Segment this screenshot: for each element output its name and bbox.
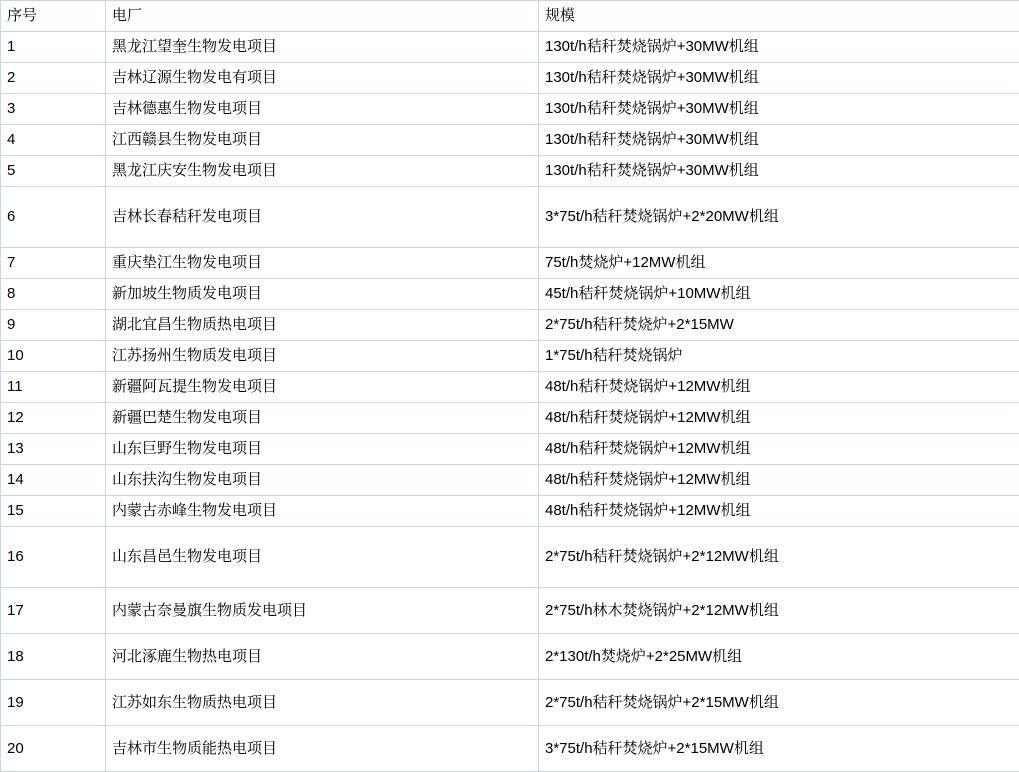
cell-spec[interactable] xyxy=(539,125,1019,156)
cell-spec[interactable] xyxy=(539,434,1019,465)
cell-spec-text: 130t/h秸秆焚烧锅炉+30MW机组 xyxy=(545,69,1019,87)
cell-spec-text: 130t/h秸秆焚烧锅炉+30MW机组 xyxy=(545,38,1019,56)
table-header-row xyxy=(1,1,1019,32)
cell-no-text: 13 xyxy=(7,440,99,458)
column-header-no xyxy=(1,1,106,32)
cell-spec-text: 48t/h秸秆焚烧锅炉+12MW机组 xyxy=(545,502,1019,520)
cell-plant-text: 江苏扬州生物质发电项目 xyxy=(112,347,532,365)
cell-spec-text: 130t/h秸秆焚烧锅炉+30MW机组 xyxy=(545,100,1019,118)
cell-spec[interactable] xyxy=(539,588,1019,634)
table-row[interactable] xyxy=(1,187,1019,248)
cell-spec-text: 2*130t/h焚烧炉+2*25MW机组 xyxy=(545,648,1019,666)
cell-no-text: 14 xyxy=(7,471,99,489)
table-row[interactable] xyxy=(1,372,1019,403)
cell-no[interactable] xyxy=(1,465,106,496)
cell-no[interactable] xyxy=(1,496,106,527)
cell-plant[interactable] xyxy=(106,496,539,527)
table-row[interactable] xyxy=(1,496,1019,527)
cell-plant[interactable] xyxy=(106,372,539,403)
column-header-plant xyxy=(106,1,539,32)
cell-no-text: 9 xyxy=(7,316,99,334)
table-row[interactable] xyxy=(1,32,1019,63)
cell-no-text: 7 xyxy=(7,254,99,272)
cell-plant-text: 吉林德惠生物发电项目 xyxy=(112,100,532,118)
column-header-spec-label: 规模 xyxy=(545,7,1019,25)
cell-spec-text: 2*75t/h秸秆焚烧锅炉+2*12MW机组 xyxy=(545,548,1019,566)
cell-plant-text: 黑龙江庆安生物发电项目 xyxy=(112,162,532,180)
cell-spec[interactable] xyxy=(539,680,1019,726)
cell-no[interactable] xyxy=(1,125,106,156)
cell-no-text: 17 xyxy=(7,602,99,620)
cell-spec[interactable] xyxy=(539,634,1019,680)
cell-spec[interactable] xyxy=(539,372,1019,403)
cell-no-text: 1 xyxy=(7,38,99,56)
cell-spec-text: 2*75t/h秸秆焚烧炉+2*15MW xyxy=(545,316,1019,334)
column-header-plant-label: 电厂 xyxy=(112,7,532,25)
table-row[interactable] xyxy=(1,527,1019,588)
cell-plant[interactable] xyxy=(106,403,539,434)
cell-plant-text: 内蒙古赤峰生物发电项目 xyxy=(112,502,532,520)
cell-plant-text: 吉林辽源生物发电有项目 xyxy=(112,69,532,87)
cell-no-text: 18 xyxy=(7,648,99,666)
table-row[interactable] xyxy=(1,310,1019,341)
cell-spec-text: 3*75t/h秸秆焚烧炉+2*15MW机组 xyxy=(545,740,1019,758)
cell-spec-text: 2*75t/h林木焚烧锅炉+2*12MW机组 xyxy=(545,602,1019,620)
cell-no[interactable] xyxy=(1,527,106,588)
cell-plant[interactable] xyxy=(106,248,539,279)
table-row[interactable] xyxy=(1,434,1019,465)
cell-no[interactable] xyxy=(1,94,106,125)
table-row[interactable] xyxy=(1,680,1019,726)
cell-spec-text: 2*75t/h秸秆焚烧锅炉+2*15MW机组 xyxy=(545,694,1019,712)
table-row[interactable] xyxy=(1,588,1019,634)
cell-plant-text: 吉林长春秸秆发电项目 xyxy=(112,208,532,226)
cell-spec[interactable] xyxy=(539,187,1019,248)
cell-spec-text: 130t/h秸秆焚烧锅炉+30MW机组 xyxy=(545,131,1019,149)
table-row[interactable] xyxy=(1,279,1019,310)
cell-no-text: 4 xyxy=(7,131,99,149)
cell-no-text: 5 xyxy=(7,162,99,180)
cell-plant[interactable] xyxy=(106,187,539,248)
cell-plant[interactable] xyxy=(106,465,539,496)
cell-spec[interactable] xyxy=(539,156,1019,187)
cell-plant[interactable] xyxy=(106,588,539,634)
cell-no[interactable] xyxy=(1,187,106,248)
cell-no[interactable] xyxy=(1,248,106,279)
cell-spec-text: 130t/h秸秆焚烧锅炉+30MW机组 xyxy=(545,162,1019,180)
table-row[interactable] xyxy=(1,156,1019,187)
column-header-spec xyxy=(539,1,1019,32)
cell-plant-text: 江西赣县生物发电项目 xyxy=(112,131,532,149)
cell-no[interactable] xyxy=(1,634,106,680)
cell-plant-text: 新加坡生物质发电项目 xyxy=(112,285,532,303)
cell-no-text: 2 xyxy=(7,69,99,87)
cell-spec[interactable] xyxy=(539,496,1019,527)
cell-no[interactable] xyxy=(1,372,106,403)
cell-plant-text: 新疆阿瓦提生物发电项目 xyxy=(112,378,532,396)
cell-spec[interactable] xyxy=(539,527,1019,588)
table-row[interactable] xyxy=(1,341,1019,372)
cell-no[interactable] xyxy=(1,63,106,94)
cell-no-text: 20 xyxy=(7,740,99,758)
table-row[interactable] xyxy=(1,63,1019,94)
cell-spec-text: 3*75t/h秸秆焚烧锅炉+2*20MW机组 xyxy=(545,208,1019,226)
cell-spec[interactable] xyxy=(539,94,1019,125)
table-row[interactable] xyxy=(1,634,1019,680)
cell-spec[interactable] xyxy=(539,32,1019,63)
cell-plant[interactable] xyxy=(106,434,539,465)
table-row[interactable] xyxy=(1,125,1019,156)
cell-no-text: 3 xyxy=(7,100,99,118)
cell-plant[interactable] xyxy=(106,310,539,341)
cell-spec-text: 75t/h焚烧炉+12MW机组 xyxy=(545,254,1019,272)
cell-plant[interactable] xyxy=(106,279,539,310)
table-row[interactable] xyxy=(1,94,1019,125)
cell-no-text: 10 xyxy=(7,347,99,365)
cell-plant[interactable] xyxy=(106,94,539,125)
cell-plant[interactable] xyxy=(106,634,539,680)
cell-plant-text: 吉林市生物质能热电项目 xyxy=(112,740,532,758)
cell-no-text: 12 xyxy=(7,409,99,427)
cell-spec-text: 48t/h秸秆焚烧锅炉+12MW机组 xyxy=(545,471,1019,489)
cell-plant-text: 河北涿鹿生物热电项目 xyxy=(112,648,532,666)
cell-plant[interactable] xyxy=(106,527,539,588)
cell-plant-text: 重庆垫江生物发电项目 xyxy=(112,254,532,272)
cell-plant-text: 内蒙古奈曼旗生物质发电项目 xyxy=(112,602,532,620)
cell-plant-text: 山东扶沟生物发电项目 xyxy=(112,471,532,489)
cell-no[interactable] xyxy=(1,32,106,63)
cell-spec[interactable] xyxy=(539,63,1019,94)
cell-no[interactable] xyxy=(1,310,106,341)
cell-no[interactable] xyxy=(1,279,106,310)
cell-plant[interactable] xyxy=(106,63,539,94)
cell-plant[interactable] xyxy=(106,341,539,372)
cell-no[interactable] xyxy=(1,341,106,372)
cell-plant-text: 黑龙江望奎生物发电项目 xyxy=(112,38,532,56)
cell-spec-text: 48t/h秸秆焚烧锅炉+12MW机组 xyxy=(545,378,1019,396)
cell-plant[interactable] xyxy=(106,32,539,63)
cell-plant[interactable] xyxy=(106,680,539,726)
cell-no[interactable] xyxy=(1,156,106,187)
cell-spec[interactable] xyxy=(539,341,1019,372)
table-body xyxy=(1,1,1019,772)
cell-plant[interactable] xyxy=(106,156,539,187)
cell-spec-text: 1*75t/h秸秆焚烧锅炉 xyxy=(545,347,1019,365)
cell-no-text: 16 xyxy=(7,548,99,566)
table-row[interactable] xyxy=(1,465,1019,496)
cell-no-text: 15 xyxy=(7,502,99,520)
cell-spec[interactable] xyxy=(539,465,1019,496)
cell-no-text: 6 xyxy=(7,208,99,226)
cell-no[interactable] xyxy=(1,680,106,726)
column-header-no-label: 序号 xyxy=(7,7,99,25)
cell-no[interactable] xyxy=(1,403,106,434)
cell-spec-text: 48t/h秸秆焚烧锅炉+12MW机组 xyxy=(545,440,1019,458)
cell-no[interactable] xyxy=(1,588,106,634)
cell-no-text: 19 xyxy=(7,694,99,712)
cell-no[interactable] xyxy=(1,434,106,465)
cell-spec[interactable] xyxy=(539,403,1019,434)
cell-plant[interactable] xyxy=(106,125,539,156)
cell-plant-text: 山东昌邑生物发电项目 xyxy=(112,548,532,566)
cell-spec[interactable] xyxy=(539,248,1019,279)
cell-plant-text: 新疆巴楚生物发电项目 xyxy=(112,409,532,427)
table-row[interactable] xyxy=(1,403,1019,434)
cell-spec[interactable] xyxy=(539,279,1019,310)
cell-spec-text: 48t/h秸秆焚烧锅炉+12MW机组 xyxy=(545,409,1019,427)
cell-plant-text: 山东巨野生物发电项目 xyxy=(112,440,532,458)
cell-no-text: 11 xyxy=(7,378,99,396)
cell-plant-text: 江苏如东生物质热电项目 xyxy=(112,694,532,712)
cell-spec-text: 45t/h秸秆焚烧锅炉+10MW机组 xyxy=(545,285,1019,303)
cell-no-text: 8 xyxy=(7,285,99,303)
cell-spec[interactable] xyxy=(539,310,1019,341)
cell-plant-text: 湖北宜昌生物质热电项目 xyxy=(112,316,532,334)
table-row[interactable] xyxy=(1,248,1019,279)
